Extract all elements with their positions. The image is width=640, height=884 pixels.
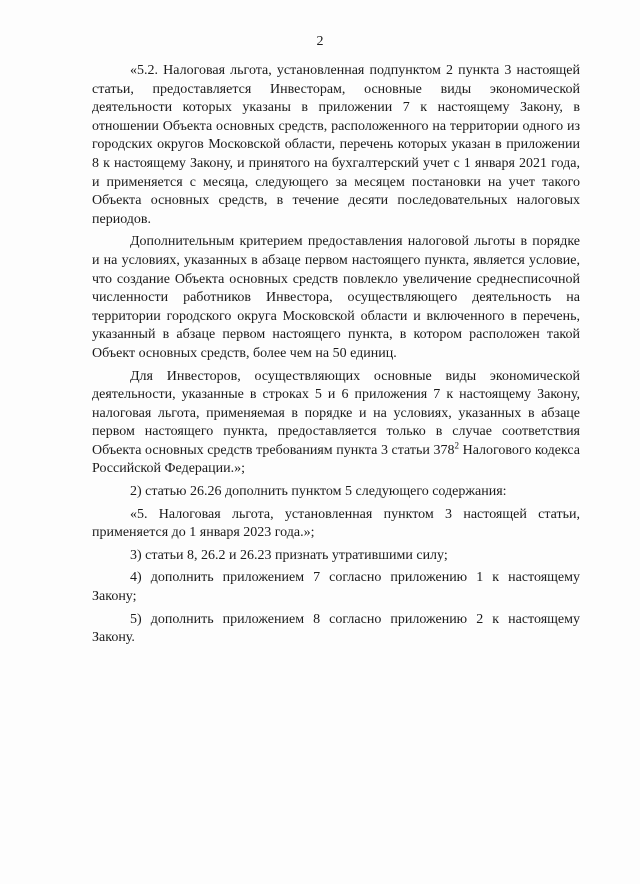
paragraph-additional-criterion: Дополнительным критерием предоставления налоговой льготы в порядке и на условиях, указанных в абзаце первом настоящего пункта, является условие, что создание Объекта основных средств повлекло увеличение среднесписочной численности работников Инвестора, осуществляющего деятельность на территории городского округа Московской области и включенного в перечень, указанный в абзаце первом настоящего пункта, в котором расположен такой Объект основных средств, более чем на 50 единиц. xyxy=(92,234,580,361)
paragraph-item-5: 5) дополнить приложением 8 согласно приложению 2 к настоящему Закону. xyxy=(92,611,580,646)
paragraph-article-5-quote: «5. Налоговая льгота, установленная пунктом 3 настоящей статьи, применяется до 1 января 2023 года.»; xyxy=(92,506,580,541)
paragraph-investors-condition xyxy=(92,368,580,480)
paragraph-item-2: 2) статью 26.26 дополнить пунктом 5 следующего содержания: xyxy=(130,484,507,500)
page-number: 2 xyxy=(316,34,324,49)
superscript-article-number: 2 xyxy=(454,440,459,451)
document-body xyxy=(92,62,580,648)
paragraph-investors-text-end: Налогового кодекса Российской Федерации.»; xyxy=(92,442,580,477)
paragraph-item-3: 3) статьи 8, 26.2 и 26.23 признать утратившими силу; xyxy=(130,547,448,563)
paragraph-investors-text: Для Инвесторов, осуществляющих основные виды экономической деятельности, указанные в строках 5 и 6 приложения 7 к настоящему Закону, налоговая льгота, применяемая в порядке и на условиях, указанных в абзаце первом настоящего пункта, предоставляется только в случае соответствия Объекта основных средств требованиям пункта 3 статьи 378 xyxy=(92,368,580,458)
paragraph-article-5-2: «5.2. Налоговая льгота, установленная подпунктом 2 пункта 3 настоящей статьи, предоставляется Инвесторам, основные виды экономической деятельности которых указаны в приложении 7 к настоящему Закону, в отношении Объекта основных средств, расположенного на территории одного из городских округов Московской области, перечень которых указан в приложении 8 к настоящему Закону, и принятого на бухгалтерский учет с 1 января 2021 года, и применяется с месяца, следующего за месяцем постановки на учет такого Объекта основных средств, в течение десяти последовательных налоговых периодов. xyxy=(92,63,580,227)
paragraph-item-4: 4) дополнить приложением 7 согласно приложению 1 к настоящему Закону; xyxy=(92,570,580,605)
